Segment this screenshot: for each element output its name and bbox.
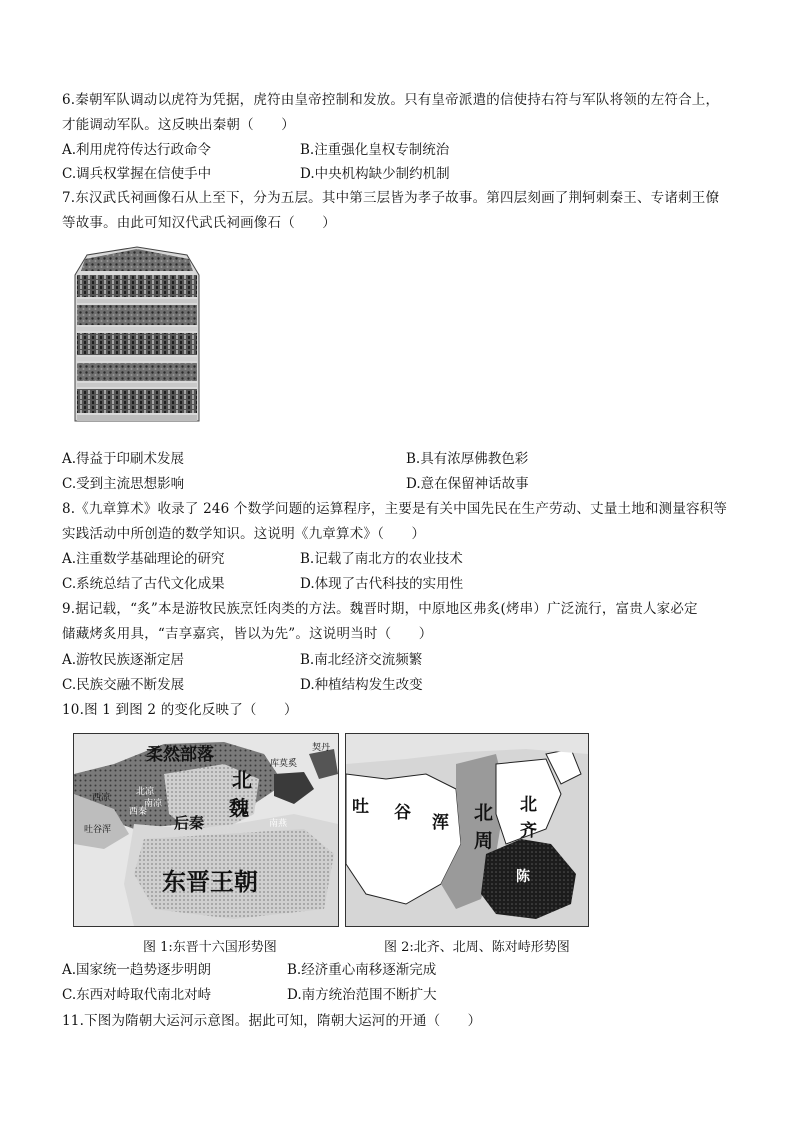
q9-stem-line2: 储藏烤炙用具，“吉享嘉宾，皆以为先”。这说明当时（ ） (62, 626, 433, 642)
map1-label-beiliang: 北凉 (136, 787, 155, 797)
q6-option-d: D.中央机构缺少制约机制 (300, 166, 450, 182)
map1-label-bei: 北 (232, 768, 252, 792)
map2-label-chen: 陈 (516, 869, 530, 885)
q7-option-d: D.意在保留神话故事 (406, 476, 529, 492)
q7-stem-line2: 等故事。由此可知汉代武氏祠画像石（ ） (62, 215, 336, 231)
relief-drawing (67, 245, 207, 425)
q7-stem-line1: 7.东汉武氏祠画像石从上至下，分为五层。其中第三层皆为孝子故事。第四层刻画了荆轲刺秦王、专诸刺王僚 (62, 190, 720, 206)
q6-stem-line2: 才能调动军队。这反映出秦朝（ ） (62, 117, 295, 133)
map2-label-bei-qi-1: 北 (520, 795, 537, 815)
map2-qi-zhou-chen (345, 733, 589, 927)
q8-stem-line2: 实践活动中所创造的数学知识。这说明《九章算术》（ ） (62, 526, 426, 542)
map1-label-rouran: 柔然部落 (146, 745, 214, 765)
map2-label-bei-zhou-1: 北 (474, 802, 494, 824)
q10-stem: 10.图 1 到图 2 的变化反映了（ ） (62, 702, 298, 718)
q7-option-a: A.得益于印刷术发展 (62, 451, 185, 467)
map1-label-xiqin: 西秦 (129, 807, 148, 817)
q8-option-d: D.体现了古代科技的实用性 (300, 576, 464, 592)
q8-stem-line1: 8.《九章算术》收录了 246 个数学问题的运算程序，主要是有关中国先民在生产劳动、丈量土地和测量容积等 (62, 501, 728, 517)
q9-option-c: C.民族交融不断发展 (62, 677, 185, 693)
map1-label-nanliang: 南凉 (144, 799, 163, 809)
q9-stem-line1: 9.据记载，“炙”本是游牧民族烹饪肉类的方法。魏晋时期，中原地区弗炙(烤串）广泛流行，富贵人家必定 (62, 601, 698, 617)
q6-stem-line1: 6.秦朝军队调动以虎符为凭据，虎符由皇帝控制和发放。只有皇帝派遣的信使持右符与军队将领的左符合上， (62, 92, 720, 108)
q8-option-a: A.注重数学基础理论的研究 (62, 551, 225, 567)
map1-label-wei: 魏 (229, 796, 249, 820)
map2-label-tu: 吐 (352, 797, 369, 817)
map2-label-bei-qi-2: 齐 (520, 821, 537, 841)
q6-option-a: A.利用虎符传达行政命令 (62, 142, 212, 158)
map1-label-xiliang: 西凉 (92, 793, 111, 803)
q6-option-b: B.注重强化皇权专制统治 (300, 142, 450, 158)
map2-caption: 图 2:北齐、北周、陈对峙形势图 (384, 940, 570, 955)
wu-shrine-relief-image (67, 245, 207, 425)
map1-label-kumoxi: 库莫奚 (270, 759, 298, 769)
q8-option-c: C.系统总结了古代文化成果 (62, 576, 225, 592)
q9-option-b: B.南北经济交流频繁 (300, 652, 423, 668)
map1-label-houqin: 后秦 (174, 814, 205, 832)
q10-option-d: D.南方统治范围不断扩大 (287, 987, 437, 1003)
map2-label-hun: 浑 (432, 813, 449, 833)
map1-label-qidan: 契丹 (312, 743, 331, 753)
q10-option-a: A.国家统一趋势逐步明朗 (62, 962, 212, 978)
q6-option-c: C.调兵权掌握在信使手中 (62, 166, 212, 182)
q9-option-a: A.游牧民族逐渐定居 (62, 652, 185, 668)
q7-option-c: C.受到主流思想影响 (62, 476, 185, 492)
q7-option-b: B.具有浓厚佛教色彩 (406, 451, 529, 467)
map1-caption: 图 1:东晋十六国形势图 (143, 940, 277, 955)
map2-label-gu: 谷 (394, 803, 411, 823)
map2-label-bei-zhou-2: 周 (474, 830, 494, 852)
map1-eastern-jin-sixteen-kingdoms (73, 733, 339, 927)
q10-option-b: B.经济重心南移逐渐完成 (287, 962, 437, 978)
q8-option-b: B.记载了南北方的农业技术 (300, 551, 463, 567)
map1-label-nanyan: 南燕 (269, 819, 288, 829)
q11-stem: 11.下图为隋朝大运河示意图。据此可知，隋朝大运河的开通（ ） (62, 1013, 482, 1029)
q9-option-d: D.种植结构发生改变 (300, 677, 423, 693)
map1-label-tuyuhun: 吐谷浑 (84, 825, 112, 835)
q10-option-c: C.东西对峙取代南北对峙 (62, 987, 212, 1003)
map1-label-dongjin: 东晋王朝 (162, 868, 258, 896)
